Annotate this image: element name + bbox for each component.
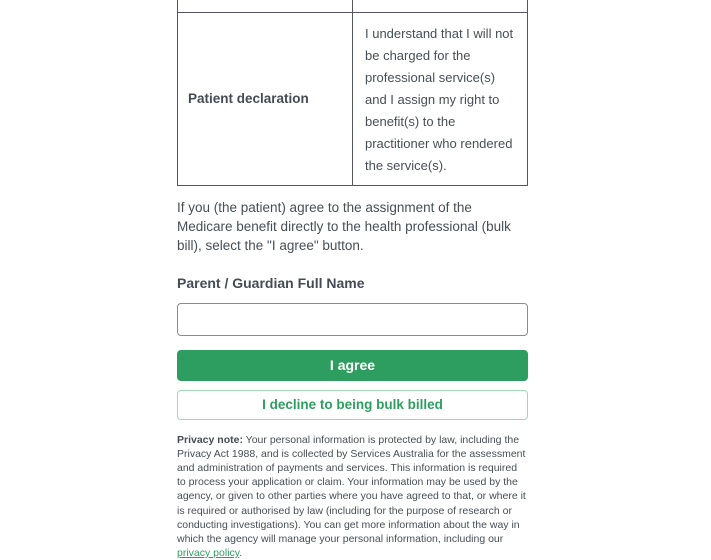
patient-declaration-table bbox=[177, 0, 528, 186]
truncated-label-cell bbox=[178, 0, 353, 12]
truncated-content-cell bbox=[353, 0, 528, 12]
bulk-bill-consent-form bbox=[177, 0, 528, 560]
assignment-instruction-text: If you (the patient) agree to the assignment of the Medicare benefit directly to the health professional (bulk bill), select the "I agree" button. bbox=[177, 198, 528, 255]
privacy-note-label: Privacy note: bbox=[177, 434, 243, 446]
parent-guardian-name-input[interactable] bbox=[177, 303, 528, 336]
patient-declaration-label: Patient declaration bbox=[178, 12, 353, 185]
patient-declaration-text: I understand that I will not be charged for the professional service(s) and I assign my right to benefit(s) to the practitioner who rendered the service(s). bbox=[353, 12, 528, 185]
privacy-note bbox=[177, 433, 528, 560]
privacy-note-body: Your personal information is protected by law, including the Privacy Act 1988, and is collected by Services Australia for the assessment and administration of payments and services. This information is required to process your application or claim. Your information may be used by the agency, or given to other parties where you have agreed to that, or where it is required or authorised by law (including for the purpose of research or conducting investigations). You can get more information about the way in which the agency will manage your personal information, including our bbox=[177, 434, 526, 545]
table-row-truncated bbox=[178, 0, 528, 12]
parent-guardian-name-label: Parent / Guardian Full Name bbox=[177, 275, 528, 291]
decline-bulk-bill-button[interactable]: I decline to being bulk billed bbox=[177, 390, 528, 420]
agree-button[interactable]: I agree bbox=[177, 350, 528, 381]
privacy-note-period: . bbox=[239, 547, 242, 559]
privacy-policy-link[interactable]: privacy policy bbox=[177, 547, 239, 559]
table-row-patient-declaration bbox=[178, 12, 528, 185]
